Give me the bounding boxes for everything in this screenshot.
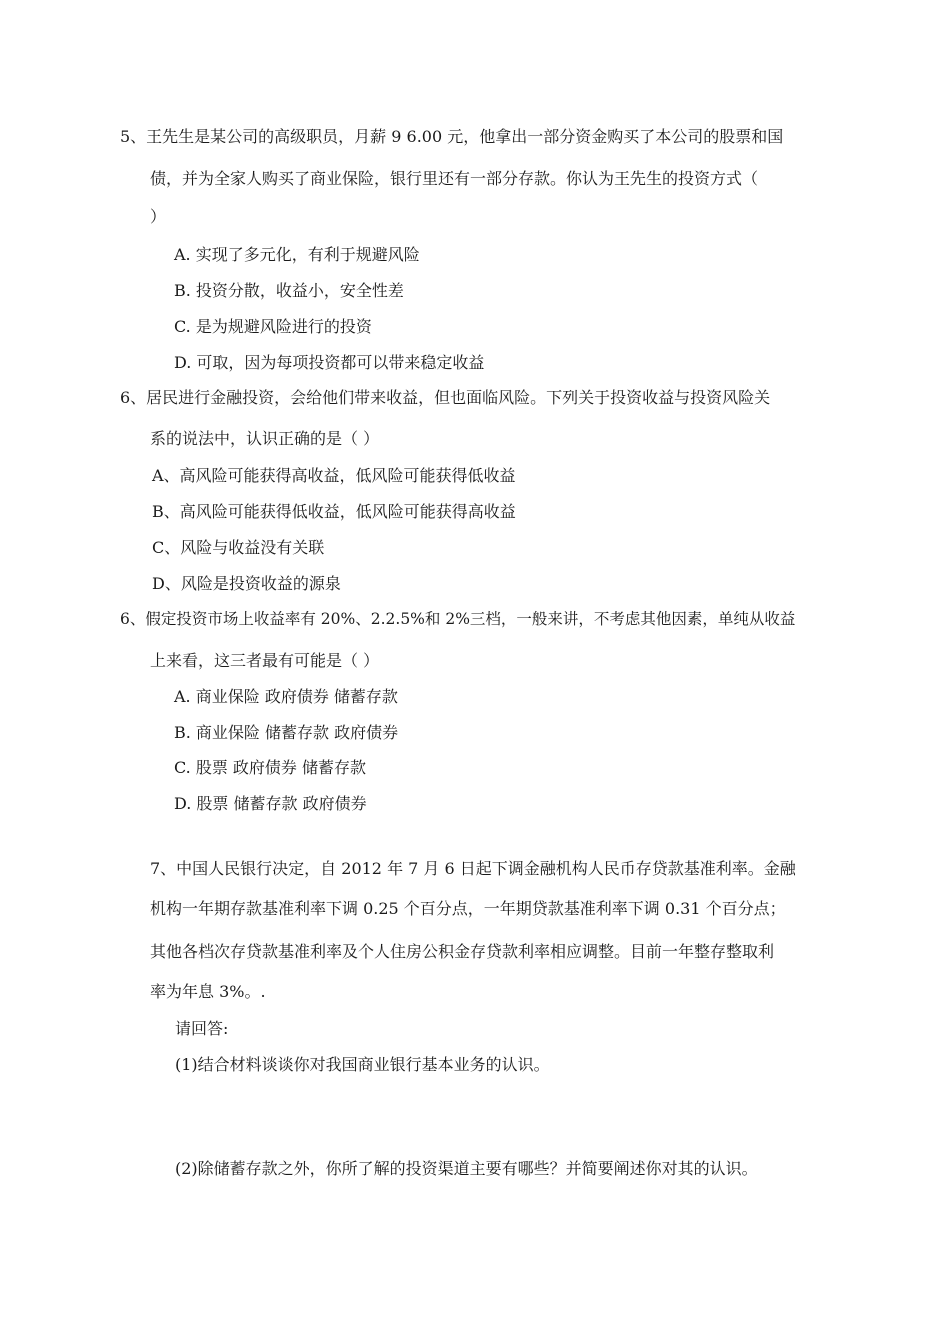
q5-option-a: A. 实现了多元化，有利于规避风险 <box>174 245 420 264</box>
q5-stem-line1: 5、王先生是某公司的高级职员，月薪 9 6.00 元，他拿出一部分资金购买了本公司的股票和国 <box>120 127 784 146</box>
q6b-option-c: C. 股票 政府债券 储蓄存款 <box>174 758 367 777</box>
q5-stem-line3: ） <box>150 207 167 226</box>
q5-option-d: D. 可取，因为每项投资都可以带来稳定收益 <box>174 353 485 372</box>
q6b-stem-line2: 上来看，这三者最有可能是（ ） <box>150 651 380 670</box>
q6a-option-b: B、高风险可能获得低收益，低风险可能获得高收益 <box>152 502 516 521</box>
q6a-option-a: A、高风险可能获得高收益，低风险可能获得低收益 <box>152 466 516 485</box>
q6a-stem-line2: 系的说法中，认识正确的是（ ） <box>150 429 380 448</box>
q5-option-c: C. 是为规避风险进行的投资 <box>174 317 372 336</box>
q5-stem-line2: 债，并为全家人购买了商业保险，银行里还有一部分存款。你认为王先生的投资方式（ <box>150 169 759 188</box>
q6b-stem-line1: 6、假定投资市场上收益率有 20%、2.2.5%和 2%三档，一般来讲，不考虑其他因素，单纯从收益 <box>120 610 796 628</box>
q7-stem-line3: 其他各档次存贷款基准利率及个人住房公积金存贷款利率相应调整。目前一年整存整取利 <box>150 942 775 961</box>
q7-subquestion-2: (2)除储蓄存款之外，你所了解的投资渠道主要有哪些？并简要阐述你对其的认识。 <box>175 1159 758 1178</box>
q5-option-b: B. 投资分散，收益小，安全性差 <box>174 281 404 300</box>
q6a-stem-line1: 6、居民进行金融投资，会给他们带来收益，但也面临风险。下列关于投资收益与投资风险关 <box>120 388 771 407</box>
q7-stem-line1: 7、中国人民银行决定，自 2012 年 7 月 6 日起下调金融机构人民币存贷款基准利率。金融 <box>150 859 796 878</box>
q7-prompt: 请回答: <box>175 1019 229 1038</box>
q6a-option-c: C、风险与收益没有关联 <box>152 538 325 557</box>
q6b-option-a: A. 商业保险 政府债券 储蓄存款 <box>174 687 398 706</box>
q6a-option-d: D、风险是投资收益的源泉 <box>152 574 341 593</box>
q7-stem-line4: 率为年息 3%。. <box>150 982 266 1001</box>
q6b-option-b: B. 商业保险 储蓄存款 政府债券 <box>174 723 399 742</box>
q7-subquestion-1: (1)结合材料谈谈你对我国商业银行基本业务的认识。 <box>175 1055 550 1074</box>
q7-stem-line2: 机构一年期存款基准利率下调 0.25 个百分点，一年期贷款基准利率下调 0.31 个百分点； <box>150 899 786 918</box>
q6b-option-d: D. 股票 储蓄存款 政府债券 <box>174 794 367 813</box>
